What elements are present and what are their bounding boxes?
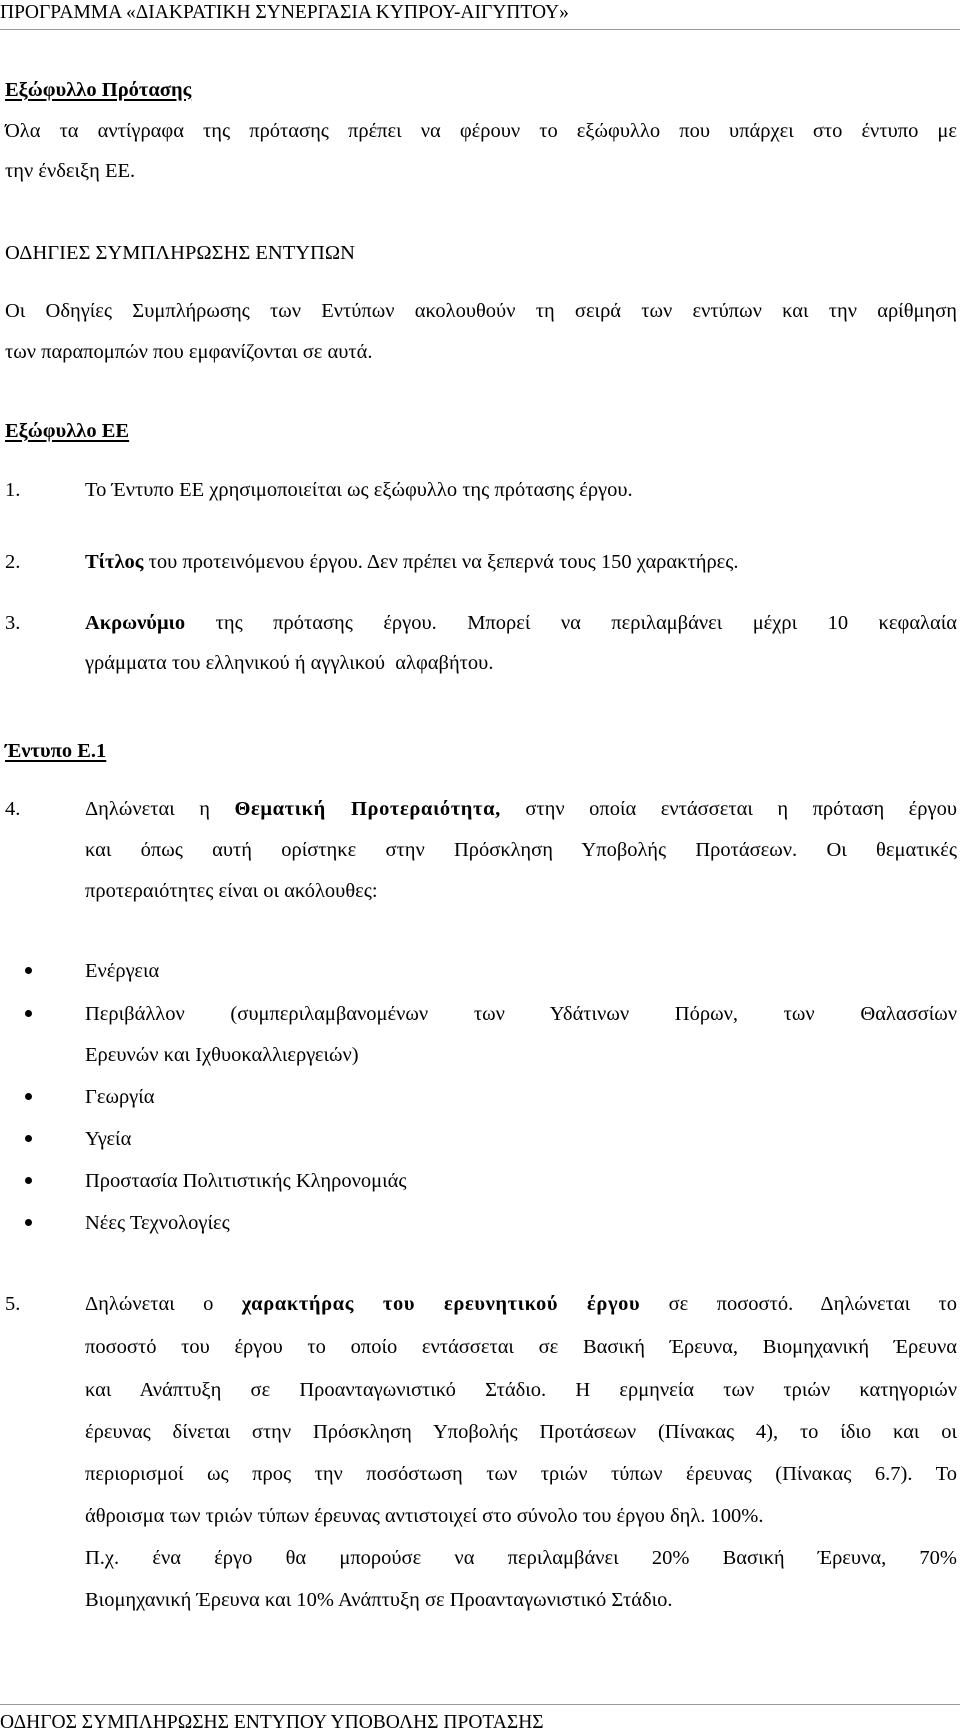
bullet-dot xyxy=(25,967,32,974)
bullet-item-health: Υγεία xyxy=(85,1128,132,1150)
item-4-text xyxy=(85,796,957,822)
bullet-dot xyxy=(25,1177,32,1184)
bullet-item-heritage: Προστασία Πολιτιστικής Κληρονομιάς xyxy=(85,1170,407,1192)
bullet-item-environment: Περιβάλλον (συμπεριλαμβανομένων των Υδάτινων Πόρων, των Θαλασσίων xyxy=(85,1003,957,1025)
bullet-dot xyxy=(25,1135,32,1142)
cover-ee-title: Εξώφυλλο ΕΕ xyxy=(5,420,130,442)
item-4-pre: Δηλώνεται η xyxy=(85,798,235,820)
bullet-item-energy: Ενέργεια xyxy=(85,960,160,982)
header-rule xyxy=(0,29,960,30)
item-5-text xyxy=(85,1291,957,1317)
item-2-number: 2. xyxy=(5,551,21,573)
item-5-pre: Δηλώνεται ο xyxy=(85,1293,242,1315)
running-header: ΠΡΟΓΡΑΜΜΑ «ΔΙΑΚΡΑΤΙΚΗ ΣΥΝΕΡΓΑΣΙΑ ΚΥΠΡΟΥ-ΑΙΓΥΠΤΟΥ» xyxy=(0,2,569,23)
item-1-text: Το Έντυπο ΕΕ χρησιμοποιείται ως εξώφυλλο της πρότασης έργου. xyxy=(85,479,633,501)
cover-paragraph-line-2: την ένδειξη ΕΕ. xyxy=(5,160,136,182)
bullet-item-environment-cont: Ερευνών και Ιχθυοκαλλιεργειών) xyxy=(85,1044,359,1066)
form-e1-title: Έντυπο Ε.1 xyxy=(5,740,107,762)
bullet-item-agriculture: Γεωργία xyxy=(85,1086,155,1108)
item-2-bold: Τίτλος xyxy=(85,551,144,573)
item-4-post: στην οποία εντάσσεται η πρόταση έργου xyxy=(500,798,957,820)
item-4-line-3: προτεραιότητες είναι οι ακόλουθες: xyxy=(85,880,378,902)
item-3-number: 3. xyxy=(5,612,21,634)
item-3-bold: Ακρωνύμιο xyxy=(85,612,186,634)
running-footer: ΟΔΗΓΟΣ ΣΥΜΠΛΗΡΩΣΗΣ ΕΝΤΥΠΟΥ ΥΠΟΒΟΛΗΣ ΠΡΟΤΑΣΗΣ xyxy=(0,1712,544,1733)
bullet-dot xyxy=(25,1093,32,1100)
instructions-line-1: Οι Οδηγίες Συμπλήρωσης των Εντύπων ακολουθούν τη σειρά των εντύπων και την αρίθμηση xyxy=(5,300,957,322)
cover-paragraph-line-1: Όλα τα αντίγραφα της πρότασης πρέπει να φέρουν το εξώφυλλο που υπάρχει στο έντυπο με xyxy=(5,120,957,142)
item-5-line-7: Π.χ. ένα έργο θα μπορούσε να περιλαμβάνει 20% Βασική Έρευνα, 70% xyxy=(85,1547,957,1569)
item-5-line-4: έρευνας δίνεται στην Πρόσκληση Υποβολής Προτάσεων (Πίνακας 4), το ίδιο και οι xyxy=(85,1421,957,1443)
instructions-title: ΟΔΗΓΙΕΣ ΣΥΜΠΛΗΡΩΣΗΣ ΕΝΤΥΠΩΝ xyxy=(5,242,355,264)
bullet-item-technologies: Νέες Τεχνολογίες xyxy=(85,1212,230,1234)
item-5-line-5: περιορισμοί ως προς την ποσόστωση των τριών τύπων έρευνας (Πίνακας 6.7). Το xyxy=(85,1463,957,1485)
instructions-line-2: των παραπομπών που εμφανίζονται σε αυτά. xyxy=(5,341,373,363)
item-5-line-3: και Ανάπτυξη σε Προανταγωνιστικό Στάδιο. Η ερμηνεία των τριών κατηγοριών xyxy=(85,1379,957,1401)
item-5-bold: χαρακτήρας του ερευνητικού έργου xyxy=(241,1293,641,1315)
item-5-line-6: άθροισμα των τριών τύπων έρευνας αντιστοιχεί στο σύνολο του έργου δηλ. 100%. xyxy=(85,1505,764,1527)
item-5-line-8: Βιομηχανική Έρευνα και 10% Ανάπτυξη σε Προανταγωνιστικό Στάδιο. xyxy=(85,1589,673,1611)
footer-rule xyxy=(0,1704,960,1705)
item-3-text xyxy=(85,610,957,636)
item-3-rest: της πρότασης έργου. Μπορεί να περιλαμβάνει μέχρι 10 κεφαλαία xyxy=(185,612,957,634)
bullet-dot xyxy=(25,1010,32,1017)
item-5-number: 5. xyxy=(5,1293,21,1315)
item-4-bold: Θεματική Προτεραιότητα, xyxy=(234,798,501,820)
item-4-number: 4. xyxy=(5,798,21,820)
item-3-line-2: γράμματα του ελληνικού ή αγγλικού αλφαβήτου. xyxy=(85,652,494,674)
item-5-post: σε ποσοστό. Δηλώνεται το xyxy=(640,1293,957,1315)
item-5-line-2: ποσοστό του έργου το οποίο εντάσσεται σε Βασική Έρευνα, Βιομηχανική Έρευνα xyxy=(85,1336,957,1358)
item-2-rest: του προτεινόμενου έργου. Δεν πρέπει να ξεπερνά τους 150 χαρακτήρες. xyxy=(143,551,739,573)
item-2-text xyxy=(85,549,739,575)
item-4-line-2: και όπως αυτή ορίστηκε στην Πρόσκληση Υποβολής Προτάσεων. Οι θεματικές xyxy=(85,839,957,861)
item-1-number: 1. xyxy=(5,479,21,501)
bullet-dot xyxy=(25,1219,32,1226)
cover-title: Εξώφυλλο Πρότασης xyxy=(5,79,192,101)
